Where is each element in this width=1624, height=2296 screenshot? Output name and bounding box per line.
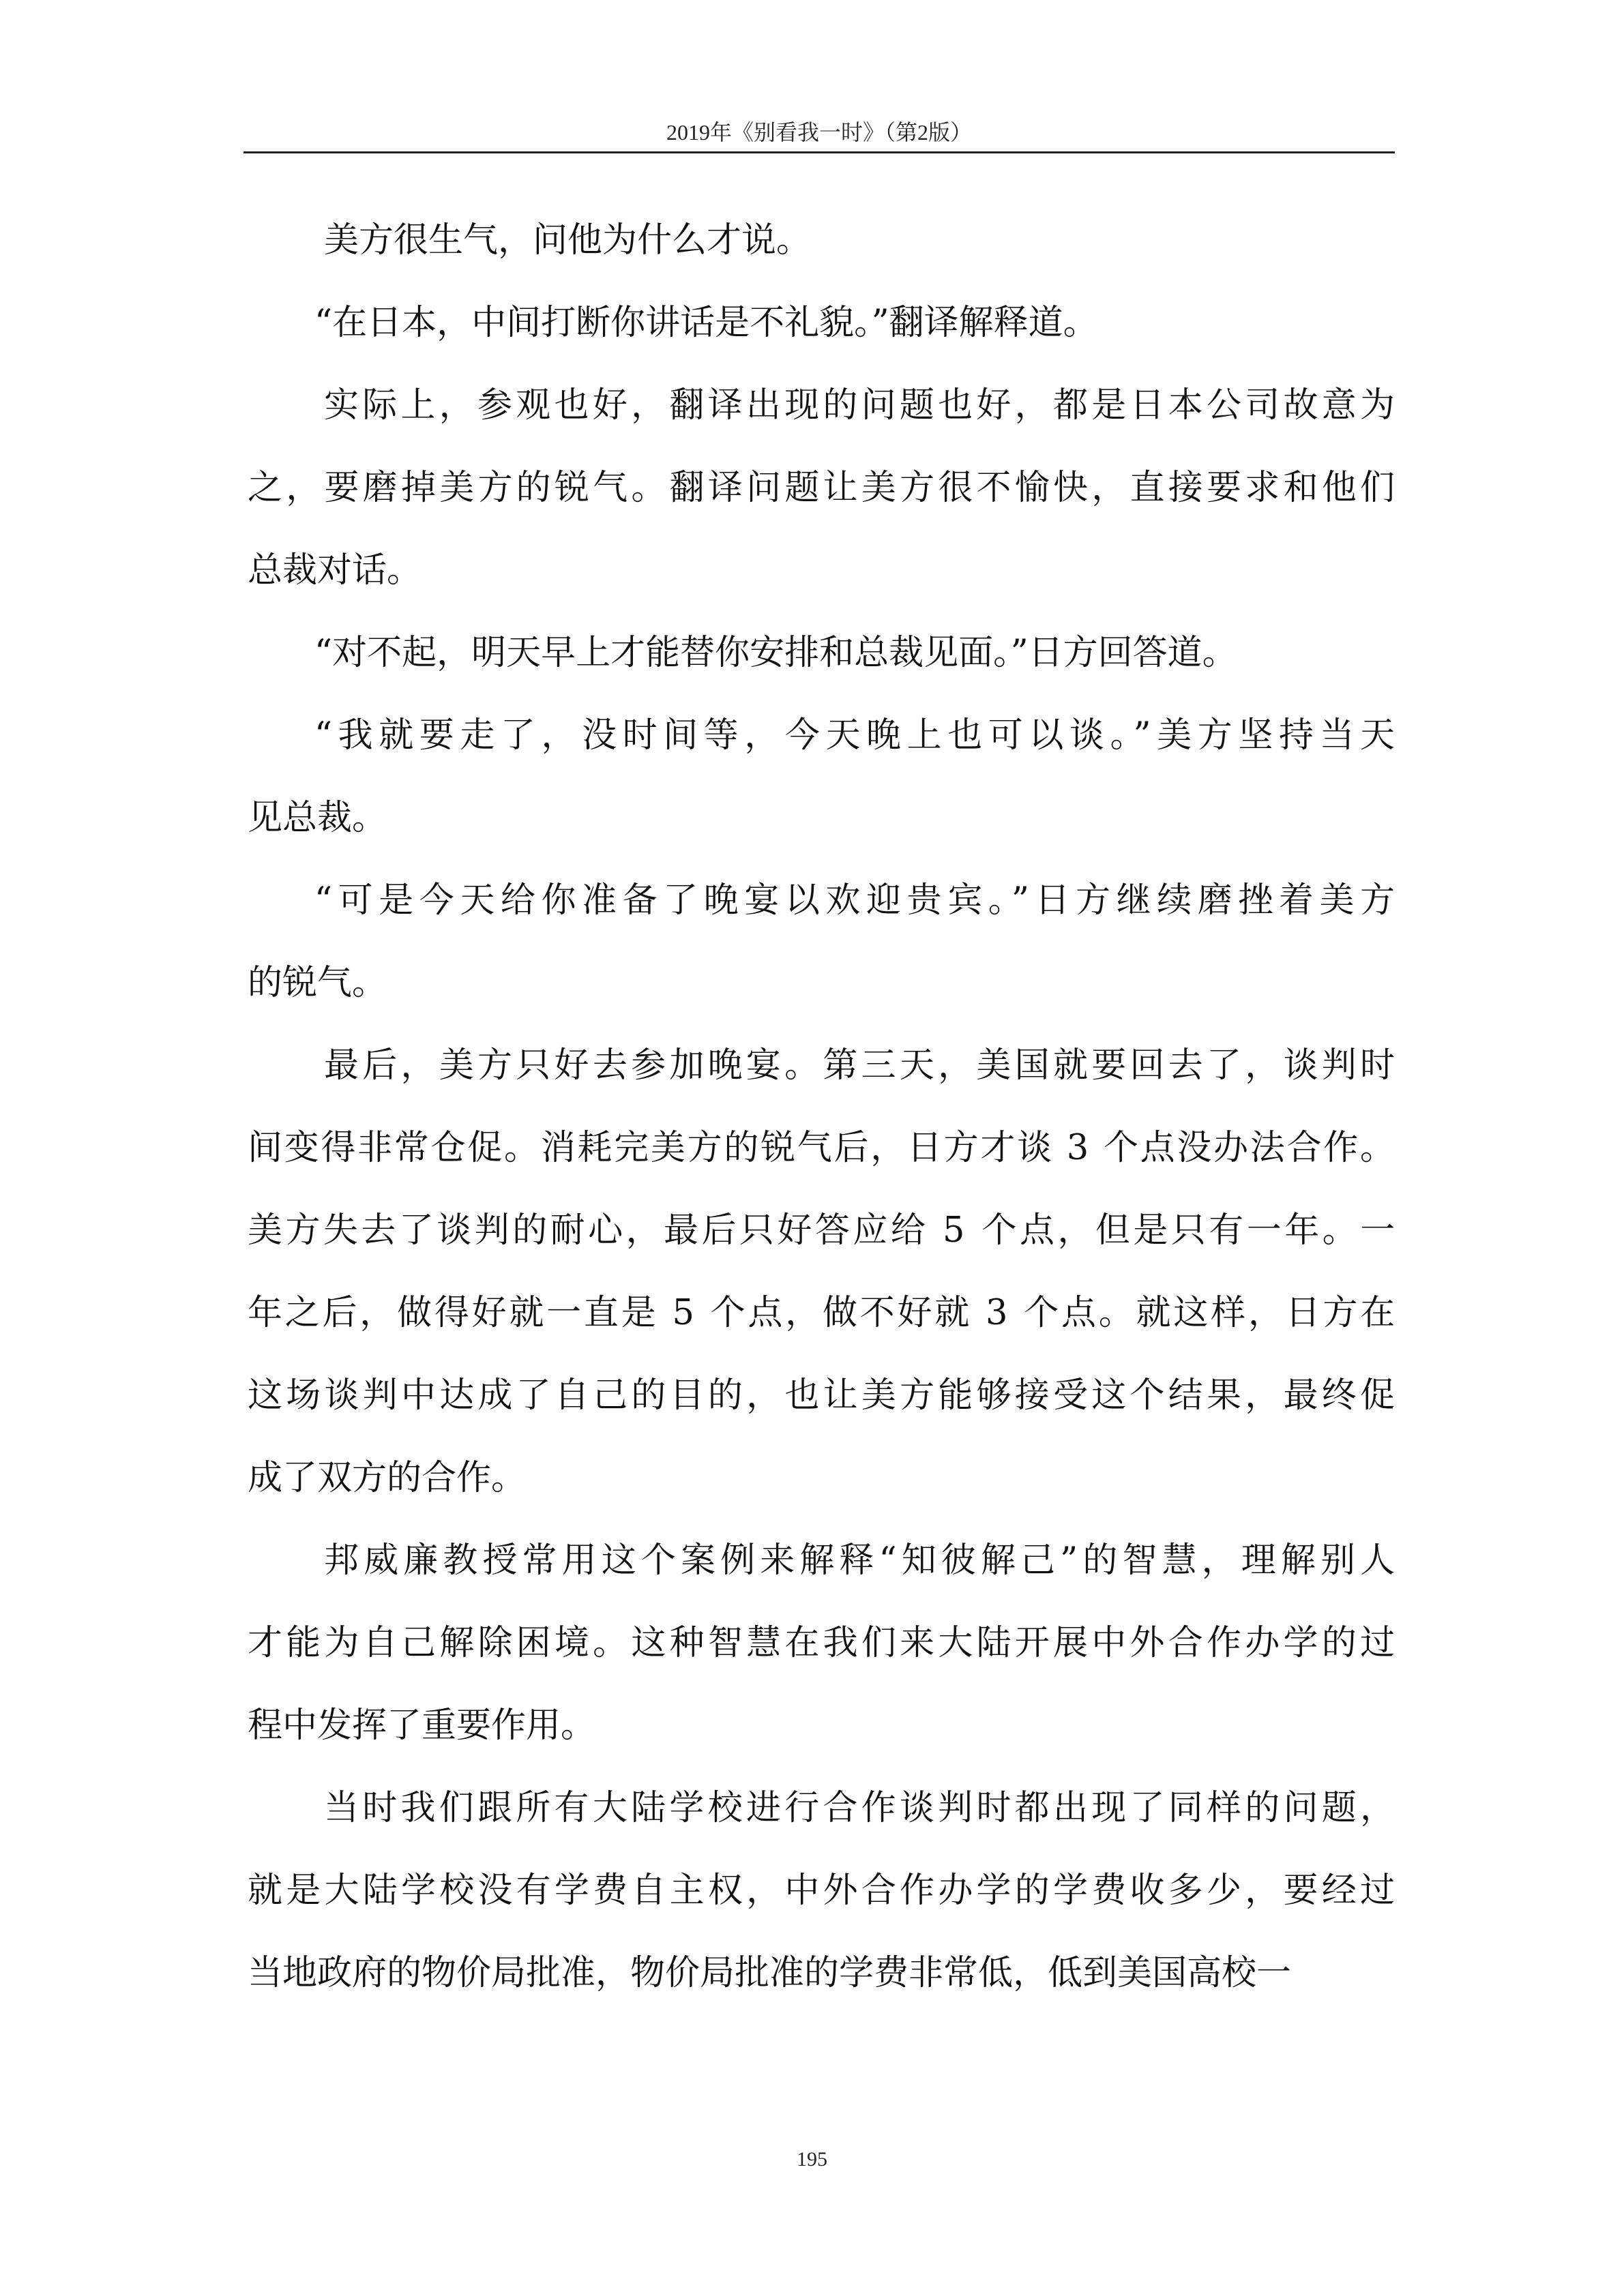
text-line: 美方失去了谈判的耐心，最后只好答应给 5 个点，但是只有一年。一 [248,1210,1398,1251]
text-line: 实际上，参观也好，翻译出现的问题也好，都是日本公司故意为 [324,385,1399,426]
header-rule [243,151,1395,153]
text-line: 邦威廉教授常用这个案例来解释“知彼解己”的智慧，理解别人 [324,1540,1400,1581]
text-line: 最后，美方只好去参加晚宴。第三天，美国就要回去了，谈判时 [324,1045,1399,1086]
text-line: 之，要磨掉美方的锐气。翻译问题让美方很不愉快，直接要求和他们 [248,468,1399,508]
text-line: 总裁对话。 [248,550,422,591]
text-line: 年之后，做得好就一直是 5 个点，做不好就 3 个点。就这样，日方在 [248,1293,1398,1333]
text-line: 间变得非常仓促。消耗完美方的锐气后，日方才谈 3 个点没办法合作。 [248,1128,1397,1168]
text-line: “我就要走了，没时间等，今天晚上也可以谈。”美方坚持当天 [314,715,1401,756]
paragraph [248,282,1395,364]
paragraph [248,1024,1399,1519]
text-line: “对不起，明天早上才能替你安排和总裁见面。”日方回答道。 [314,633,1237,673]
paragraph [248,612,1395,694]
paragraph [248,859,1401,1024]
text-line: 程中发挥了重要作用。 [248,1705,596,1746]
page-number: 195 [797,2148,827,2171]
text-line: 成了双方的合作。 [248,1458,527,1498]
paragraph [248,1767,1399,2014]
text-line: 就是大陆学校没有学费自主权，中外合作办学的学费收多少，要经过 [248,1870,1399,1911]
text-line: 这场谈判中达成了自己的目的，也让美方能够接受这个结果，最终促 [248,1375,1399,1416]
text-line: 才能为自己解除困境。这种智慧在我们来大陆开展中外合作办学的过 [248,1623,1399,1663]
paragraph [248,1519,1400,1767]
text-line: “在日本，中间打断你讲话是不礼貌。”翻译解释道。 [314,303,1098,343]
text-line: “可是今天给你准备了晚宴以欢迎贵宾。”日方继续磨挫着美方 [314,880,1401,921]
body-text [248,199,1401,2014]
paragraph [248,694,1401,859]
text-line: 当时我们跟所有大陆学校进行合作谈判时都出现了同样的问题， [324,1788,1399,1828]
text-line: 美方很生气，问他为什么才说。 [324,220,812,260]
text-line: 见总裁。 [248,798,387,838]
paragraph [248,364,1399,612]
text-line: 的锐气。 [248,963,387,1003]
text-line: 当地政府的物价局批准，物价局批准的学费非常低，低到美国高校一 [248,1953,1292,1993]
paragraph [248,199,1395,282]
running-header: 2019年《别看我一时》（第2版） [666,120,972,145]
